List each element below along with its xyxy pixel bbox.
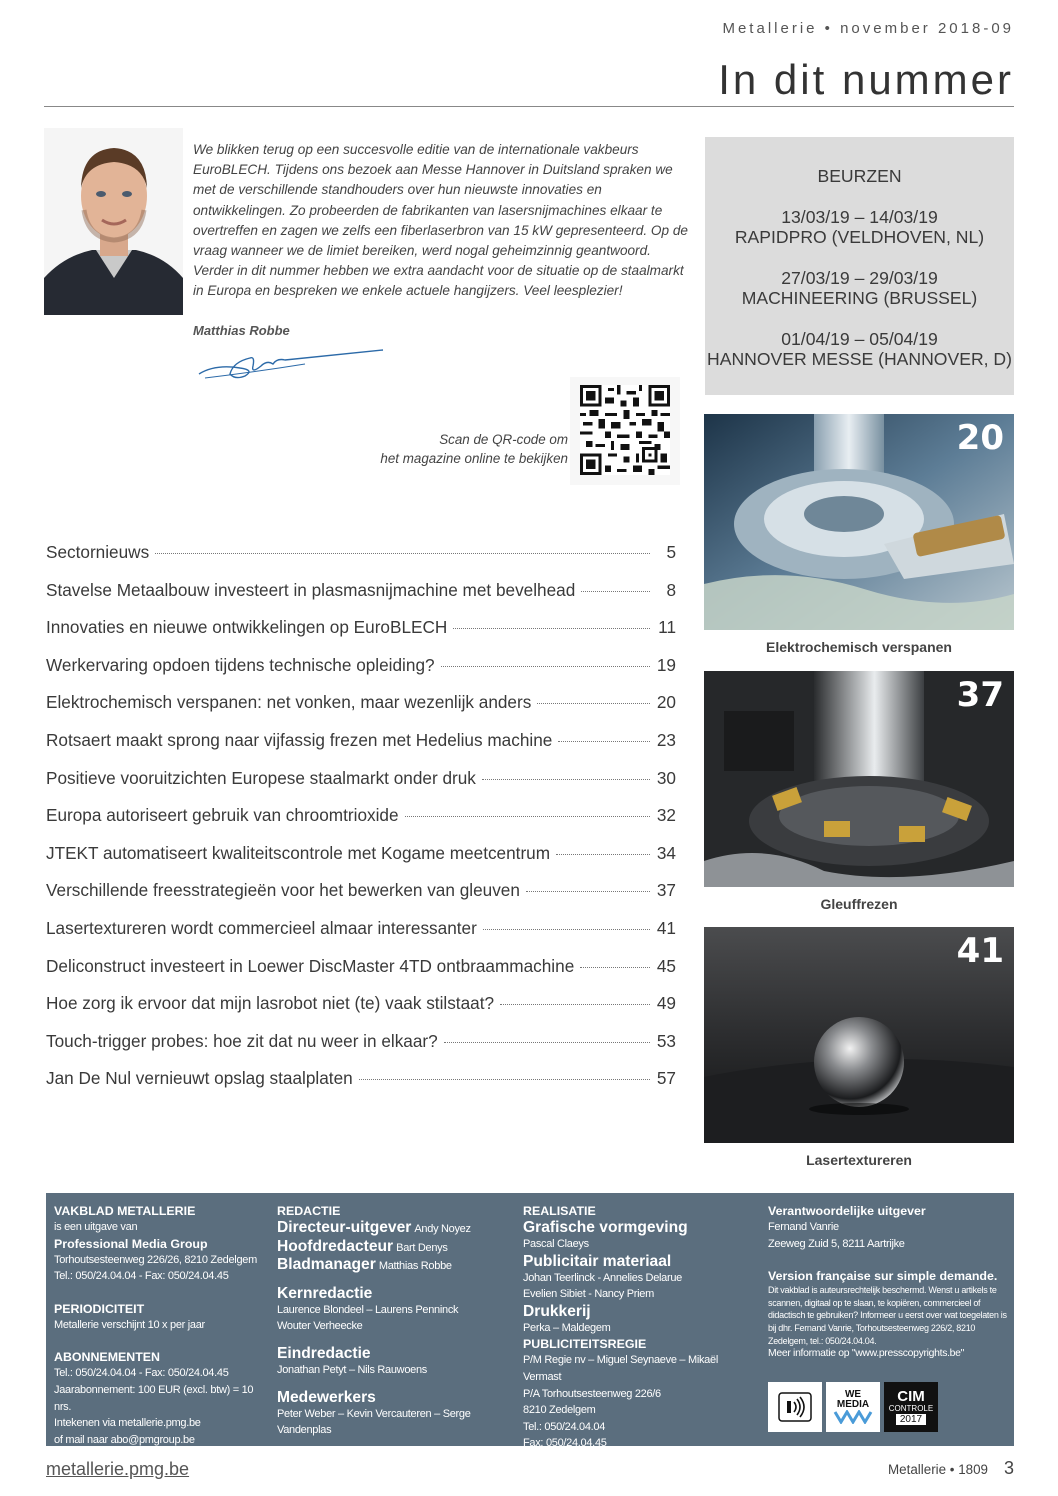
toc-page: 8 — [666, 579, 676, 600]
toc-title[interactable]: Verschillende freesstrategieën voor het bewerken van gleuven — [46, 880, 520, 901]
toc-title[interactable]: Werkervaring opdoen tijdens technische opleiding? — [46, 654, 435, 675]
toc-row[interactable] — [46, 768, 676, 806]
toc-page: 32 — [656, 805, 676, 826]
event-dates: 13/03/19 – 14/03/19 — [781, 206, 938, 227]
colophon-text: Jonathan Petyt – Nils Rauwoens — [277, 1363, 427, 1376]
colophon-text: Johan Teerlinck - Annelies Delarue — [523, 1271, 682, 1284]
colophon-person: Matthias Robbe — [378, 1260, 452, 1273]
toc-row[interactable] — [46, 542, 676, 580]
toc-page: 49 — [656, 993, 676, 1014]
editor-photo — [44, 128, 183, 315]
colophon-phone: Tel.: 050/24.04.04 - Fax: 050/24.04.45 — [54, 1270, 229, 1283]
colophon-heading: PERIODICITEIT — [54, 1301, 145, 1316]
colophon-production — [523, 1203, 753, 1452]
toc-row[interactable] — [46, 805, 676, 843]
toc-row[interactable] — [46, 580, 676, 618]
toc-page: 34 — [656, 842, 676, 863]
toc-leader — [483, 929, 650, 930]
colophon-company: Professional Media Group — [54, 1236, 208, 1251]
toc-title[interactable]: Hoe zorg ik ervoor dat mijn lasrobot niet (te) vaak stilstaat? — [46, 993, 495, 1014]
colophon-heading: Verantwoordelijke uitgever — [768, 1204, 926, 1218]
badge-text: WE — [844, 1389, 862, 1400]
feature-page-number: 37 — [956, 675, 1004, 715]
toc-leader — [526, 891, 650, 892]
toc-row[interactable] — [46, 1031, 676, 1069]
feature-caption: Gleuffrezen — [820, 896, 898, 912]
colophon-heading: REDACTIE — [277, 1204, 341, 1218]
toc-page: 37 — [656, 880, 676, 901]
colophon-text: is een uitgave van — [54, 1221, 138, 1233]
colophon-text: Tel.: 050/24.04.04 - Fax: 050/24.04.45 — [54, 1367, 229, 1380]
colophon-heading: REALISATIE — [523, 1204, 596, 1218]
colophon-text: Perka – Maldegem — [523, 1321, 611, 1334]
toc-leader — [558, 741, 650, 742]
colophon-text: Metallerie verschijnt 10 x per jaar — [54, 1318, 205, 1331]
editorial-text: We blikken terug op een succesvolle editie van de internationale vakbeurs EuroBLECH. Tijdens ons bezoek aan Messe Hannover in Duitsland spraken we met de verschillende standhouders over hun nieuwste innovaties en ontwikkelingen. Zo probeerden de fabrikanten van lasersnijmachines elkaar te overtreffen en zagen we zelfs een fiberlaserbron van 15 kW gepresenteerd. Op de vraag wanneer we de limiet bereiken, werd nogal geheimzinnig geantwoord. Verder in dit nummer hebben we extra aandacht voor de situatie op de staalmarkt in Europa en bespreken we enkele actuele hangijzers. Veel leesplezier! — [193, 142, 688, 299]
colophon-text: Laurence Blondeel – Laurens Penninck — [277, 1303, 459, 1316]
event-name: RAPIDPRO (VELDHOVEN, NL) — [734, 227, 985, 247]
toc-leader — [556, 854, 650, 855]
colophon-text: Jaarabonnement: 100 EUR (excl. btw) = 10 nrs. — [54, 1383, 254, 1413]
event-name: HANNOVER MESSE (HANNOVER, D) — [707, 349, 1012, 369]
we-media-logo-icon — [833, 1410, 873, 1424]
footer-magazine-issue: Metallerie • 1809 — [888, 1462, 988, 1477]
feature-page-number: 41 — [956, 931, 1004, 971]
colophon-text: 8210 Zedelgem — [523, 1404, 596, 1417]
toc-leader — [482, 779, 650, 780]
colophon-email[interactable]: of mail naar abo@pmgroup.be — [54, 1433, 195, 1446]
colophon-publisher — [54, 1203, 264, 1448]
toc-title[interactable]: Europa autoriseert gebruik van chroomtrioxide — [46, 805, 399, 826]
toc-leader — [405, 816, 650, 817]
toc-leader — [500, 1004, 650, 1005]
event-dates: 01/04/19 – 05/04/19 — [781, 328, 938, 349]
colophon-text: Wouter Verheecke — [277, 1320, 363, 1333]
qr-caption-line2: het magazine online te bekijken — [380, 451, 568, 467]
toc-row[interactable] — [46, 918, 676, 956]
feature-ecm[interactable] — [704, 414, 1014, 655]
feature-image[interactable] — [704, 414, 1014, 630]
toc-leader — [580, 967, 650, 968]
toc-row[interactable] — [46, 617, 676, 655]
colophon-address: Torhoutsesteenweg 226/26, 8210 Zedelgem — [54, 1253, 257, 1266]
colophon-heading: PUBLICITEITSREGIE — [523, 1337, 647, 1352]
colophon-heading: Version française sur simple demande. — [768, 1269, 998, 1284]
event-item — [705, 268, 1014, 309]
toc-leader — [155, 553, 650, 554]
feature-caption: Elektrochemisch verspanen — [766, 639, 952, 655]
toc-title[interactable]: JTEKT automatiseert kwaliteitscontrole met Kogame meetcentrum — [46, 842, 551, 863]
colophon-editorial — [277, 1203, 507, 1439]
colophon-text: Pascal Claeys — [523, 1238, 589, 1250]
cim-badge — [884, 1382, 938, 1432]
toc-title[interactable]: Stavelse Metaalbouw investeert in plasmasnijmachine met bevelhead — [46, 579, 576, 600]
feature-caption: Lasertextureren — [806, 1152, 912, 1168]
toc-row[interactable] — [46, 730, 676, 768]
toc-leader — [444, 1042, 650, 1043]
colophon-role: Directeur-uitgever — [277, 1219, 412, 1236]
colophon-heading: ABONNEMENTEN — [54, 1350, 161, 1365]
toc-row[interactable] — [46, 843, 676, 881]
toc-row[interactable] — [46, 956, 676, 994]
toc-title[interactable]: Innovaties en nieuwe ontwikkelingen op EuroBLECH — [46, 617, 448, 638]
colophon-person: Andy Noyez — [414, 1223, 471, 1235]
toc-leader — [581, 591, 650, 592]
feature-lasertextureren[interactable] — [704, 927, 1014, 1168]
toc-title[interactable]: Sectornieuws — [46, 542, 150, 562]
badge-text: CONTROLE — [888, 1404, 934, 1413]
colophon-subheading: Drukkerij — [523, 1302, 591, 1320]
badge-row — [768, 1382, 938, 1432]
sound-waves-icon — [775, 1389, 815, 1425]
toc-row[interactable] — [46, 1068, 676, 1106]
feature-page-number: 20 — [956, 418, 1004, 458]
toc-title[interactable]: Touch-trigger probes: hoe zit dat nu weer in elkaar? — [46, 1030, 438, 1051]
colophon-text: Tel.: 050/24.04.04 — [523, 1420, 606, 1433]
toc-page: 41 — [656, 917, 676, 938]
footer-page-number: 3 — [1003, 1458, 1014, 1478]
feature-image[interactable] — [704, 927, 1014, 1143]
colophon-person: Bart Denys — [396, 1241, 448, 1254]
toc-leader — [537, 703, 650, 704]
colophon-link[interactable]: Intekenen via metallerie.pmg.be — [54, 1417, 201, 1430]
toc-leader — [453, 628, 650, 629]
toc-title[interactable]: Jan De Nul vernieuwt opslag staalplaten — [46, 1068, 353, 1089]
toc-title[interactable]: Rotsaert maakt sprong naar vijfassig frezen met Hedelius machine — [46, 729, 553, 750]
toc-page: 30 — [656, 767, 676, 788]
colophon-subheading: Medewerkers — [277, 1388, 376, 1406]
event-item — [705, 207, 1014, 248]
toc-leader — [359, 1079, 650, 1080]
signature-graphic — [195, 346, 385, 382]
badge-text: CIM — [897, 1388, 925, 1405]
colophon-text: Peter Weber – Kevin Vercauteren – Serge Vandenplas — [277, 1407, 471, 1437]
toc-title[interactable]: Positieve vooruitzichten Europese staalmarkt onder druk — [46, 767, 476, 788]
toc-row[interactable] — [46, 993, 676, 1031]
toc-row[interactable] — [46, 692, 676, 730]
colophon-text: P/M Regie nv – Miguel Seynaeve – Mikaël Vermast — [523, 1354, 718, 1383]
toc-page: 57 — [656, 1068, 676, 1089]
footer-website-link[interactable]: metallerie.pmg.be — [46, 1459, 190, 1479]
colophon-text: Evelien Sibiet - Nancy Priem — [523, 1288, 654, 1301]
badge-year: 2017 — [896, 1414, 926, 1425]
header-divider — [44, 106, 1014, 107]
toc-title[interactable]: Elektrochemisch verspanen: net vonken, maar wezenlijk anders — [46, 692, 532, 713]
colophon-subheading: Publicitair materiaal — [523, 1252, 672, 1270]
colophon-text: Fernand Vanrie — [768, 1221, 839, 1233]
colophon-text: Fax: 050/24.04.45 — [523, 1437, 607, 1450]
feature-gleuffrezen[interactable] — [704, 671, 1014, 912]
colophon-subheading: Grafische vormgeving — [523, 1219, 688, 1236]
colophon-subheading: Kernredactie — [277, 1284, 373, 1302]
badge-text: MEDIA — [836, 1399, 870, 1410]
page-title: In dit nummer — [718, 56, 1014, 103]
colophon-copyright: Dit vakblad is auteursrechtelijk beschermd. Wenst u artikels te scannen, digitaal op te slaan, te kopiëren, commercieel of didactisch te gebruiken? Informeer u eerst over wat toegelaten is bij dhr. Fernand Vanrie, Torhoutsesteenweg 226/2, 8210 Zedelgem, tel.: 050/24.04.04. — [768, 1285, 1007, 1346]
feature-image[interactable] — [704, 671, 1014, 887]
events-box — [705, 137, 1014, 395]
toc-page: 19 — [656, 654, 676, 675]
colophon — [46, 1193, 1014, 1450]
we-media-badge — [826, 1382, 880, 1432]
event-dates: 27/03/19 – 29/03/19 — [781, 267, 938, 288]
colophon-subheading: Eindredactie — [277, 1344, 371, 1362]
toc-page: 53 — [656, 1030, 676, 1051]
toc-page: 23 — [656, 729, 676, 750]
qr-code[interactable] — [570, 377, 680, 485]
editorial-author: Matthias Robbe — [193, 323, 290, 338]
toc-row[interactable] — [46, 655, 676, 693]
colophon-text: Zeeweg Zuid 5, 8211 Aartrijke — [768, 1237, 905, 1250]
event-item — [705, 329, 1014, 370]
colophon-role: Bladmanager — [277, 1256, 376, 1274]
toc-leader — [441, 666, 650, 667]
colophon-heading: VAKBLAD METALLERIE — [54, 1204, 196, 1218]
qr-caption — [308, 430, 568, 469]
event-name: MACHINEERING (BRUSSEL) — [741, 288, 978, 308]
colophon-role: Hoofdredacteur — [277, 1237, 394, 1255]
toc-title[interactable]: Lasertextureren wordt commercieel almaar interessanter — [46, 917, 477, 938]
toc-title[interactable]: Deliconstruct investeert in Loewer DiscMaster 4TD ontbraammachine — [46, 955, 575, 976]
colophon-link[interactable]: Meer informatie op "www.presscopyrights.be" — [768, 1348, 965, 1360]
toc-page: 20 — [656, 692, 676, 713]
colophon-text: P/A Torhoutsesteenweg 226/6 — [523, 1387, 661, 1400]
colophon-legal — [768, 1203, 1008, 1361]
issue-line: Metallerie • november 2018-09 — [722, 20, 1014, 37]
events-title: BEURZEN — [817, 166, 902, 186]
toc-page: 5 — [666, 542, 676, 562]
toc-row[interactable] — [46, 880, 676, 918]
table-of-contents — [46, 542, 676, 1106]
toc-page: 45 — [656, 955, 676, 976]
press-badge — [768, 1382, 822, 1432]
toc-page: 11 — [658, 617, 676, 638]
qr-caption-line1: Scan de QR-code om — [439, 432, 568, 447]
